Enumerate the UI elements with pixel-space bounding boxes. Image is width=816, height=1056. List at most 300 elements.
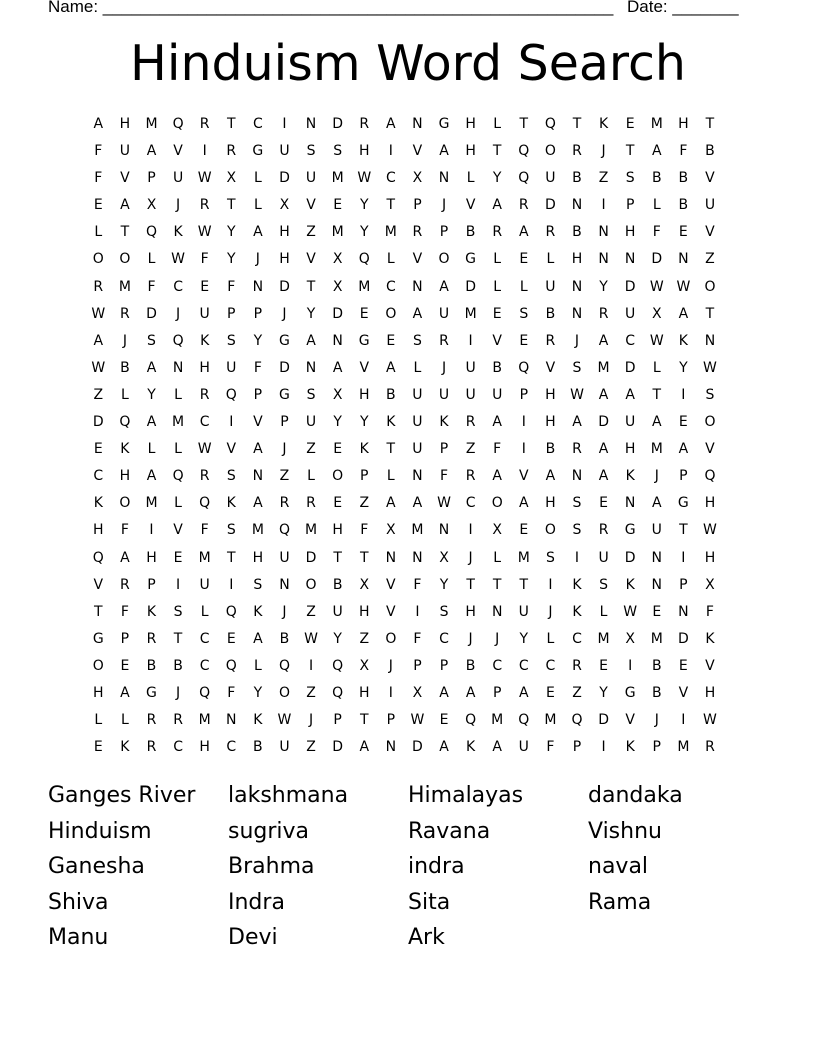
grid-cell[interactable]: A — [439, 739, 449, 756]
grid-cell[interactable]: N — [279, 576, 290, 593]
grid-cell[interactable]: J — [122, 332, 127, 349]
grid-cell[interactable]: Y — [226, 251, 236, 268]
grid-cell[interactable]: Z — [306, 739, 316, 756]
grid-cell[interactable]: N — [571, 278, 583, 295]
grid-cell[interactable]: B — [572, 170, 582, 187]
grid-cell[interactable]: I — [521, 414, 526, 431]
grid-cell[interactable]: A — [146, 359, 157, 376]
grid-cell[interactable]: Y — [492, 170, 502, 187]
grid-cell[interactable]: Q — [92, 549, 104, 566]
grid-cell[interactable]: N — [651, 549, 662, 566]
grid-cell[interactable]: A — [492, 414, 502, 431]
grid-cell[interactable]: H — [119, 468, 131, 485]
grid-cell[interactable]: B — [678, 170, 689, 187]
grid-cell[interactable]: Z — [279, 468, 290, 485]
grid-cell[interactable]: T — [625, 143, 635, 160]
grid-cell[interactable]: U — [465, 386, 476, 403]
grid-cell[interactable]: T — [226, 197, 236, 214]
grid-cell[interactable]: A — [386, 495, 396, 512]
grid-cell[interactable]: Z — [306, 603, 316, 620]
grid-cell[interactable]: V — [705, 224, 715, 241]
grid-cell[interactable]: Y — [599, 278, 608, 295]
grid-cell[interactable]: P — [439, 657, 449, 674]
grid-cell[interactable]: V — [705, 657, 715, 674]
grid-cell[interactable]: Q — [518, 143, 530, 160]
grid-cell[interactable]: Z — [306, 441, 316, 458]
grid-cell[interactable]: U — [545, 170, 556, 187]
grid-cell[interactable]: T — [226, 549, 236, 566]
grid-cell[interactable]: I — [176, 576, 181, 593]
grid-cell[interactable]: B — [253, 739, 263, 756]
grid-cell[interactable]: R — [518, 197, 529, 214]
grid-cell[interactable]: R — [146, 739, 157, 756]
grid-cell[interactable]: K — [625, 739, 635, 756]
grid-cell[interactable]: T — [705, 116, 715, 132]
grid-cell[interactable]: D — [279, 278, 290, 295]
grid-cell[interactable]: S — [412, 332, 422, 349]
grid-cell[interactable]: H — [358, 684, 370, 701]
grid-cell[interactable]: R — [465, 468, 476, 485]
grid-cell[interactable]: A — [253, 224, 263, 241]
grid-cell[interactable]: A — [465, 684, 476, 701]
grid-cell[interactable]: E — [652, 603, 662, 620]
grid-cell[interactable]: H — [279, 224, 290, 241]
grid-cell[interactable]: J — [282, 441, 287, 458]
grid-cell[interactable]: F — [253, 359, 262, 376]
grid-cell[interactable]: I — [388, 143, 393, 160]
grid-cell[interactable]: N — [332, 332, 343, 349]
grid-cell[interactable]: E — [678, 224, 688, 241]
grid-cell[interactable]: K — [253, 603, 263, 620]
grid-cell[interactable]: E — [93, 739, 103, 756]
grid-cell[interactable]: F — [94, 143, 103, 160]
grid-cell[interactable]: P — [147, 576, 156, 593]
grid-cell[interactable]: H — [199, 359, 210, 376]
grid-cell[interactable]: B — [651, 684, 662, 701]
grid-cell[interactable]: V — [705, 441, 715, 458]
grid-cell[interactable]: M — [358, 278, 371, 295]
grid-cell[interactable]: F — [200, 522, 209, 539]
grid-cell[interactable]: C — [465, 495, 476, 512]
grid-cell[interactable]: U — [438, 386, 450, 403]
grid-cell[interactable]: N — [226, 712, 237, 729]
grid-cell[interactable]: R — [572, 143, 582, 160]
grid-cell[interactable]: F — [227, 684, 236, 701]
grid-cell[interactable]: U — [492, 386, 503, 403]
grid-cell[interactable]: A — [386, 359, 396, 376]
grid-cell[interactable]: V — [465, 197, 476, 214]
grid-cell[interactable]: M — [331, 170, 344, 187]
grid-cell[interactable]: K — [598, 116, 609, 132]
grid-cell[interactable]: I — [202, 143, 207, 160]
grid-cell[interactable]: J — [654, 712, 659, 729]
grid-cell[interactable]: A — [651, 495, 662, 512]
grid-cell[interactable]: V — [678, 684, 689, 701]
grid-cell[interactable]: T — [492, 143, 502, 160]
grid-cell[interactable]: D — [279, 359, 290, 376]
grid-cell[interactable]: R — [306, 495, 316, 512]
grid-cell[interactable]: V — [705, 170, 715, 187]
grid-cell[interactable]: M — [650, 630, 663, 647]
name-field[interactable]: Name: ______________________________________________________ — [48, 0, 614, 16]
grid-cell[interactable]: F — [227, 278, 236, 295]
grid-cell[interactable]: V — [93, 576, 104, 593]
grid-cell[interactable]: L — [120, 712, 129, 729]
grid-cell[interactable]: W — [91, 305, 106, 322]
grid-cell[interactable]: K — [625, 576, 635, 593]
grid-cell[interactable]: F — [94, 170, 103, 187]
grid-cell[interactable]: D — [146, 305, 157, 322]
grid-cell[interactable]: U — [465, 359, 476, 376]
grid-cell[interactable]: I — [468, 332, 473, 349]
grid-cell[interactable]: W — [410, 712, 425, 729]
grid-cell[interactable]: M — [464, 305, 477, 322]
grid-cell[interactable]: K — [678, 332, 688, 349]
grid-cell[interactable]: F — [493, 441, 502, 458]
grid-cell[interactable]: N — [385, 549, 397, 566]
grid-cell[interactable]: A — [598, 441, 609, 458]
grid-cell[interactable]: Z — [306, 684, 316, 701]
grid-cell[interactable]: A — [439, 684, 449, 701]
grid-cell[interactable]: A — [253, 495, 263, 512]
grid-cell[interactable]: O — [92, 251, 104, 268]
grid-cell[interactable]: Z — [572, 684, 582, 701]
grid-cell[interactable]: S — [572, 359, 582, 376]
grid-cell[interactable]: Q — [465, 712, 477, 729]
grid-cell[interactable]: W — [197, 441, 212, 458]
grid-cell[interactable]: R — [173, 712, 183, 729]
grid-cell[interactable]: N — [385, 739, 397, 756]
grid-cell[interactable]: N — [571, 197, 583, 214]
grid-cell[interactable]: T — [572, 116, 582, 132]
grid-cell[interactable]: F — [546, 739, 555, 756]
grid-cell[interactable]: Y — [306, 305, 316, 322]
grid-cell[interactable]: M — [198, 712, 211, 729]
grid-cell[interactable]: C — [385, 170, 396, 187]
grid-cell[interactable]: P — [333, 712, 342, 729]
grid-cell[interactable]: N — [678, 251, 689, 268]
grid-cell[interactable]: H — [624, 441, 636, 458]
grid-cell[interactable]: D — [92, 414, 104, 431]
grid-cell[interactable]: W — [91, 359, 106, 376]
grid-cell[interactable]: S — [599, 576, 609, 593]
grid-cell[interactable]: U — [279, 143, 290, 160]
grid-cell[interactable]: S — [306, 143, 316, 160]
grid-cell[interactable]: U — [518, 603, 529, 620]
grid-cell[interactable]: R — [359, 116, 370, 132]
grid-cell[interactable]: Q — [544, 116, 556, 132]
grid-cell[interactable]: Q — [518, 712, 530, 729]
grid-cell[interactable]: O — [332, 468, 344, 485]
grid-cell[interactable]: I — [415, 603, 420, 620]
grid-cell[interactable]: H — [624, 224, 636, 241]
grid-cell[interactable]: P — [679, 468, 688, 485]
grid-cell[interactable]: T — [466, 576, 475, 593]
grid-cell[interactable]: P — [386, 712, 396, 729]
grid-cell[interactable]: M — [677, 739, 690, 756]
grid-cell[interactable]: X — [651, 305, 662, 322]
grid-cell[interactable]: Z — [359, 495, 370, 512]
grid-cell[interactable]: D — [624, 549, 636, 566]
grid-cell[interactable]: A — [519, 495, 529, 512]
grid-cell[interactable]: S — [226, 468, 236, 485]
grid-cell[interactable]: E — [599, 657, 608, 674]
grid-cell[interactable]: D — [279, 170, 290, 187]
grid-cell[interactable]: N — [252, 278, 264, 295]
grid-cell[interactable]: W — [197, 224, 212, 241]
grid-cell[interactable]: C — [199, 414, 210, 431]
grid-cell[interactable]: V — [519, 468, 529, 485]
grid-cell[interactable]: S — [705, 386, 715, 403]
grid-cell[interactable]: A — [386, 116, 396, 132]
grid-cell[interactable]: O — [305, 576, 317, 593]
grid-cell[interactable]: J — [176, 684, 181, 701]
grid-cell[interactable]: N — [491, 603, 503, 620]
grid-cell[interactable]: H — [93, 684, 104, 701]
grid-cell[interactable]: N — [438, 170, 450, 187]
grid-cell[interactable]: M — [118, 278, 131, 295]
grid-cell[interactable]: E — [599, 495, 608, 512]
grid-cell[interactable]: X — [332, 386, 343, 403]
grid-cell[interactable]: Y — [599, 684, 608, 701]
grid-cell[interactable]: Y — [359, 414, 369, 431]
grid-cell[interactable]: F — [147, 278, 156, 295]
grid-cell[interactable]: L — [94, 224, 103, 241]
grid-cell[interactable]: K — [226, 495, 236, 512]
grid-cell[interactable]: D — [332, 305, 344, 322]
grid-cell[interactable]: J — [308, 712, 314, 729]
grid-cell[interactable]: D — [598, 414, 609, 431]
grid-cell[interactable]: Z — [705, 251, 715, 268]
grid-cell[interactable]: E — [173, 549, 183, 566]
grid-cell[interactable]: N — [651, 576, 662, 593]
grid-cell[interactable]: K — [146, 603, 157, 620]
grid-cell[interactable]: E — [545, 684, 555, 701]
grid-cell[interactable]: I — [681, 386, 686, 403]
grid-cell[interactable]: A — [412, 305, 423, 322]
grid-cell[interactable]: U — [332, 603, 343, 620]
grid-cell[interactable]: J — [654, 468, 659, 485]
grid-cell[interactable]: Q — [332, 684, 344, 701]
grid-cell[interactable]: E — [333, 441, 343, 458]
grid-cell[interactable]: P — [120, 630, 130, 647]
grid-cell[interactable]: P — [679, 576, 688, 593]
grid-cell[interactable]: R — [412, 224, 423, 241]
grid-cell[interactable]: R — [705, 739, 715, 756]
grid-cell[interactable]: V — [306, 251, 316, 268]
grid-cell[interactable]: A — [651, 143, 662, 160]
grid-cell[interactable]: B — [678, 197, 689, 214]
grid-cell[interactable]: F — [120, 522, 129, 539]
grid-cell[interactable]: K — [120, 441, 130, 458]
grid-cell[interactable]: M — [384, 224, 397, 241]
grid-cell[interactable]: O — [385, 305, 397, 322]
grid-cell[interactable]: V — [253, 414, 263, 431]
grid-cell[interactable]: H — [465, 603, 476, 620]
grid-cell[interactable]: D — [465, 278, 476, 295]
grid-cell[interactable]: S — [439, 603, 449, 620]
grid-cell[interactable]: A — [120, 197, 130, 214]
grid-cell[interactable]: O — [119, 495, 131, 512]
grid-cell[interactable]: C — [518, 657, 529, 674]
grid-cell[interactable]: K — [93, 495, 103, 512]
grid-cell[interactable]: R — [439, 332, 449, 349]
grid-cell[interactable]: C — [625, 332, 636, 349]
grid-cell[interactable]: U — [305, 414, 317, 431]
grid-cell[interactable]: F — [360, 522, 369, 539]
grid-cell[interactable]: Y — [253, 332, 263, 349]
grid-cell[interactable]: N — [624, 251, 636, 268]
grid-cell[interactable]: Q — [172, 116, 184, 132]
grid-cell[interactable]: J — [468, 630, 473, 647]
grid-cell[interactable]: R — [93, 278, 104, 295]
grid-cell[interactable]: R — [598, 522, 609, 539]
grid-cell[interactable]: Y — [333, 414, 342, 431]
grid-cell[interactable]: B — [146, 657, 157, 674]
grid-cell[interactable]: T — [679, 522, 688, 539]
grid-cell[interactable]: V — [412, 251, 423, 268]
grid-cell[interactable]: V — [173, 143, 183, 160]
grid-cell[interactable]: W — [649, 278, 664, 295]
grid-cell[interactable]: S — [625, 170, 635, 187]
grid-cell[interactable]: L — [174, 386, 182, 403]
grid-cell[interactable]: L — [200, 603, 209, 620]
grid-cell[interactable]: U — [172, 170, 184, 187]
grid-cell[interactable]: L — [652, 359, 661, 376]
grid-cell[interactable]: P — [439, 441, 449, 458]
grid-cell[interactable]: O — [544, 522, 556, 539]
grid-cell[interactable]: M — [331, 224, 344, 241]
grid-cell[interactable]: E — [333, 495, 343, 512]
grid-cell[interactable]: E — [93, 441, 103, 458]
grid-cell[interactable]: G — [465, 251, 477, 268]
grid-cell[interactable]: H — [252, 549, 264, 566]
grid-cell[interactable]: G — [624, 522, 636, 539]
grid-cell[interactable]: X — [146, 197, 157, 214]
grid-cell[interactable]: N — [598, 251, 609, 268]
grid-cell[interactable]: T — [359, 712, 369, 729]
grid-cell[interactable]: R — [572, 441, 582, 458]
grid-cell[interactable]: W — [171, 251, 185, 268]
grid-cell[interactable]: T — [519, 576, 529, 593]
grid-cell[interactable]: C — [572, 630, 582, 647]
grid-cell[interactable]: H — [678, 116, 689, 132]
grid-cell[interactable]: G — [358, 332, 370, 349]
grid-cell[interactable]: Y — [147, 386, 156, 403]
grid-cell[interactable]: G — [92, 630, 104, 647]
grid-cell[interactable]: O — [438, 251, 450, 268]
grid-cell[interactable]: B — [465, 657, 476, 674]
grid-cell[interactable]: H — [358, 386, 370, 403]
grid-cell[interactable]: J — [495, 630, 500, 647]
grid-cell[interactable]: R — [492, 224, 503, 241]
grid-cell[interactable]: R — [199, 386, 210, 403]
grid-cell[interactable]: L — [599, 603, 608, 620]
grid-cell[interactable]: X — [625, 630, 635, 647]
grid-cell[interactable]: J — [388, 657, 393, 674]
grid-cell[interactable]: F — [679, 143, 688, 160]
grid-cell[interactable]: V — [545, 359, 556, 376]
grid-cell[interactable]: M — [650, 116, 663, 132]
grid-cell[interactable]: L — [174, 441, 182, 458]
grid-cell[interactable]: Q — [518, 170, 530, 187]
grid-cell[interactable]: T — [386, 197, 396, 214]
grid-cell[interactable]: A — [678, 305, 689, 322]
grid-cell[interactable]: A — [678, 441, 689, 458]
grid-cell[interactable]: B — [332, 576, 343, 593]
grid-cell[interactable]: Y — [679, 359, 688, 376]
grid-cell[interactable]: M — [650, 441, 663, 458]
grid-cell[interactable]: V — [226, 441, 237, 458]
grid-cell[interactable]: M — [145, 495, 158, 512]
grid-cell[interactable]: I — [681, 712, 686, 729]
grid-cell[interactable]: B — [545, 441, 556, 458]
grid-cell[interactable]: I — [229, 576, 234, 593]
grid-cell[interactable]: H — [571, 251, 583, 268]
grid-cell[interactable]: D — [332, 116, 344, 132]
grid-cell[interactable]: N — [305, 359, 317, 376]
grid-cell[interactable]: E — [226, 630, 236, 647]
grid-cell[interactable]: F — [120, 603, 129, 620]
grid-cell[interactable]: L — [466, 170, 475, 187]
grid-cell[interactable]: T — [492, 576, 502, 593]
grid-cell[interactable]: T — [173, 630, 183, 647]
grid-cell[interactable]: K — [466, 739, 476, 756]
grid-cell[interactable]: S — [147, 332, 156, 349]
grid-cell[interactable]: Q — [225, 386, 237, 403]
grid-cell[interactable]: P — [253, 386, 263, 403]
grid-cell[interactable]: R — [545, 224, 556, 241]
grid-cell[interactable]: Q — [172, 468, 184, 485]
grid-cell[interactable]: P — [492, 684, 502, 701]
grid-cell[interactable]: W — [277, 712, 292, 729]
grid-cell[interactable]: M — [172, 414, 185, 431]
grid-cell[interactable]: W — [703, 359, 717, 376]
grid-cell[interactable]: A — [93, 332, 104, 349]
grid-cell[interactable]: W — [703, 522, 717, 539]
grid-cell[interactable]: C — [199, 630, 210, 647]
grid-cell[interactable]: F — [200, 251, 209, 268]
grid-cell[interactable]: L — [546, 630, 555, 647]
grid-cell[interactable]: Y — [359, 197, 369, 214]
grid-cell[interactable]: D — [677, 630, 689, 647]
grid-cell[interactable]: G — [279, 332, 290, 349]
grid-cell[interactable]: T — [359, 549, 369, 566]
grid-cell[interactable]: J — [441, 359, 447, 376]
grid-cell[interactable]: P — [413, 657, 422, 674]
grid-cell[interactable]: C — [385, 278, 396, 295]
grid-cell[interactable]: N — [624, 495, 636, 512]
grid-cell[interactable]: Z — [598, 170, 609, 187]
grid-cell[interactable]: J — [468, 549, 473, 566]
grid-cell[interactable]: P — [227, 305, 236, 322]
grid-cell[interactable]: E — [200, 278, 210, 295]
grid-cell[interactable]: L — [652, 197, 661, 214]
grid-cell[interactable]: Y — [519, 630, 529, 647]
grid-cell[interactable]: N — [571, 305, 583, 322]
grid-cell[interactable]: N — [571, 468, 583, 485]
grid-cell[interactable]: K — [359, 441, 369, 458]
grid-cell[interactable]: G — [146, 684, 157, 701]
date-field[interactable]: Date: _______ — [627, 0, 739, 16]
grid-cell[interactable]: E — [519, 522, 529, 539]
grid-cell[interactable]: E — [333, 197, 343, 214]
grid-cell[interactable]: H — [93, 522, 104, 539]
grid-cell[interactable]: O — [704, 414, 716, 431]
grid-cell[interactable]: H — [704, 495, 716, 512]
grid-cell[interactable]: H — [545, 495, 556, 512]
grid-cell[interactable]: Q — [172, 332, 184, 349]
